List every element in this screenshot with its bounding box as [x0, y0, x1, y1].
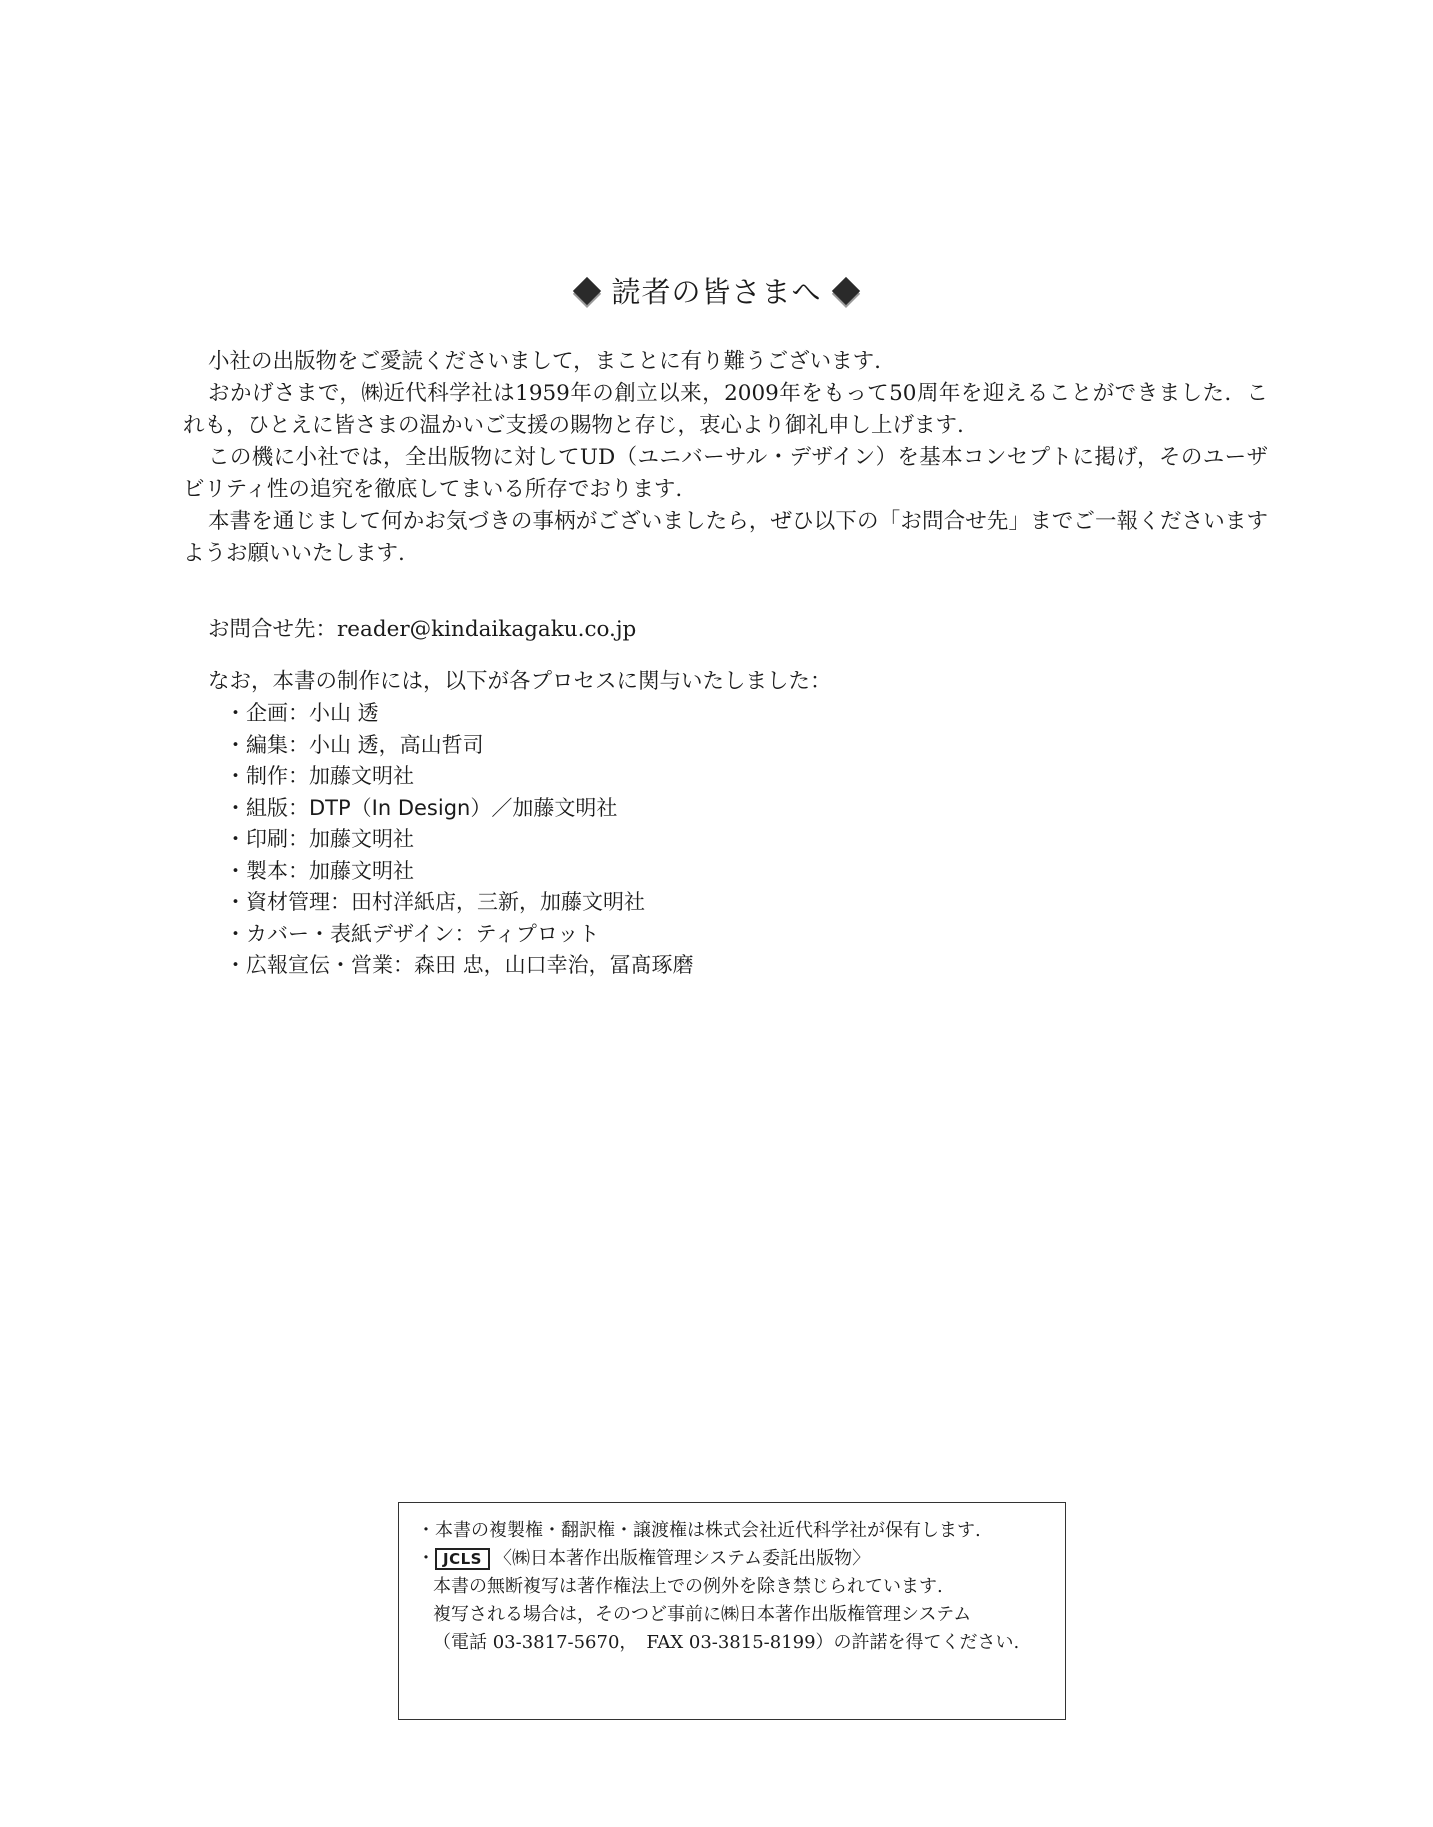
notice-contact-line: （電話 03-3817-5670， FAX 03-3815-8199）の許諾を得てください. [433, 1632, 1020, 1653]
contact-line [208, 614, 636, 646]
notice-jcls-line [417, 1545, 1065, 1573]
contact-email[interactable]: reader@kindaikagaku.co.jp [337, 617, 637, 642]
credit-item-printing: ・印刷：加藤文明社 [225, 827, 414, 851]
paragraph-feedback: 本書を通じまして何かお気づきの事柄がございましたら，ぜひ以下の「お問合せ先」までご一報くださいますようお願いいたします. [183, 509, 1268, 566]
notice-jcls-text: 〈㈱日本著作出版権管理システム委託出版物〉 [493, 1548, 871, 1569]
credit-item-materials: ・資材管理：田村洋紙店，三新，加藤文明社 [225, 890, 645, 914]
paragraph-ud-concept: この機に小社では，全出版物に対してUD（ユニバーサル・デザイン）を基本コンセプトに掲げ，そのユーザビリティ性の追究を徹底してまいる所存でおります. [183, 445, 1268, 502]
credit-item-publicity-sales: ・広報宣伝・営業：森田 忠，山口幸治，冨髙琢磨 [225, 953, 694, 977]
credit-item-binding: ・製本：加藤文明社 [225, 858, 414, 883]
credit-item-planning: ・企画：小山 透 [225, 701, 379, 725]
contact-label: お問合せ先： [208, 617, 338, 642]
copyright-notice-box [398, 1502, 1066, 1720]
intro-text [183, 346, 1268, 570]
paragraph-thanks: 小社の出版物をご愛読くださいまして，まことに有り難うございます. [208, 349, 881, 374]
paragraph-anniversary: おかげさまで，㈱近代科学社は1959年の創立以来，2009年をもって50周年を迎えることができました．これも，ひとえに皆さまの温かいご支援の賜物と存じ，衷心より御礼申し上げます. [183, 381, 1268, 438]
credits-intro: なお，本書の制作には，以下が各プロセスに関与いたしました： [208, 669, 832, 694]
page-heading [0, 270, 1433, 314]
notice-bullet: ・ [417, 1548, 435, 1569]
notice-rights-line: ・本書の複製権・翻訳権・譲渡権は株式会社近代科学社が保有します. [417, 1520, 981, 1541]
heading-title: 読者の皆さまへ [611, 275, 822, 309]
credit-item-cover-design: ・カバー・表紙デザイン：ティプロット [225, 921, 600, 946]
notice-prohibition-line: 本書の無断複写は著作権法上での例外を除き禁じられています. [433, 1576, 943, 1597]
diamond-right-icon [831, 277, 859, 305]
credit-item-production: ・制作：加藤文明社 [225, 764, 414, 788]
credits-list [225, 698, 694, 982]
diamond-left-icon [573, 277, 601, 305]
jcls-logo: JCLS [435, 1548, 490, 1570]
notice-permission-line: 複写される場合は，そのつど事前に㈱日本著作出版権管理システム [433, 1604, 972, 1625]
credit-item-editing: ・編集：小山 透，高山哲司 [225, 732, 484, 757]
credit-item-typesetting: ・組版：DTP（In Design）／加藤文明社 [225, 795, 618, 820]
